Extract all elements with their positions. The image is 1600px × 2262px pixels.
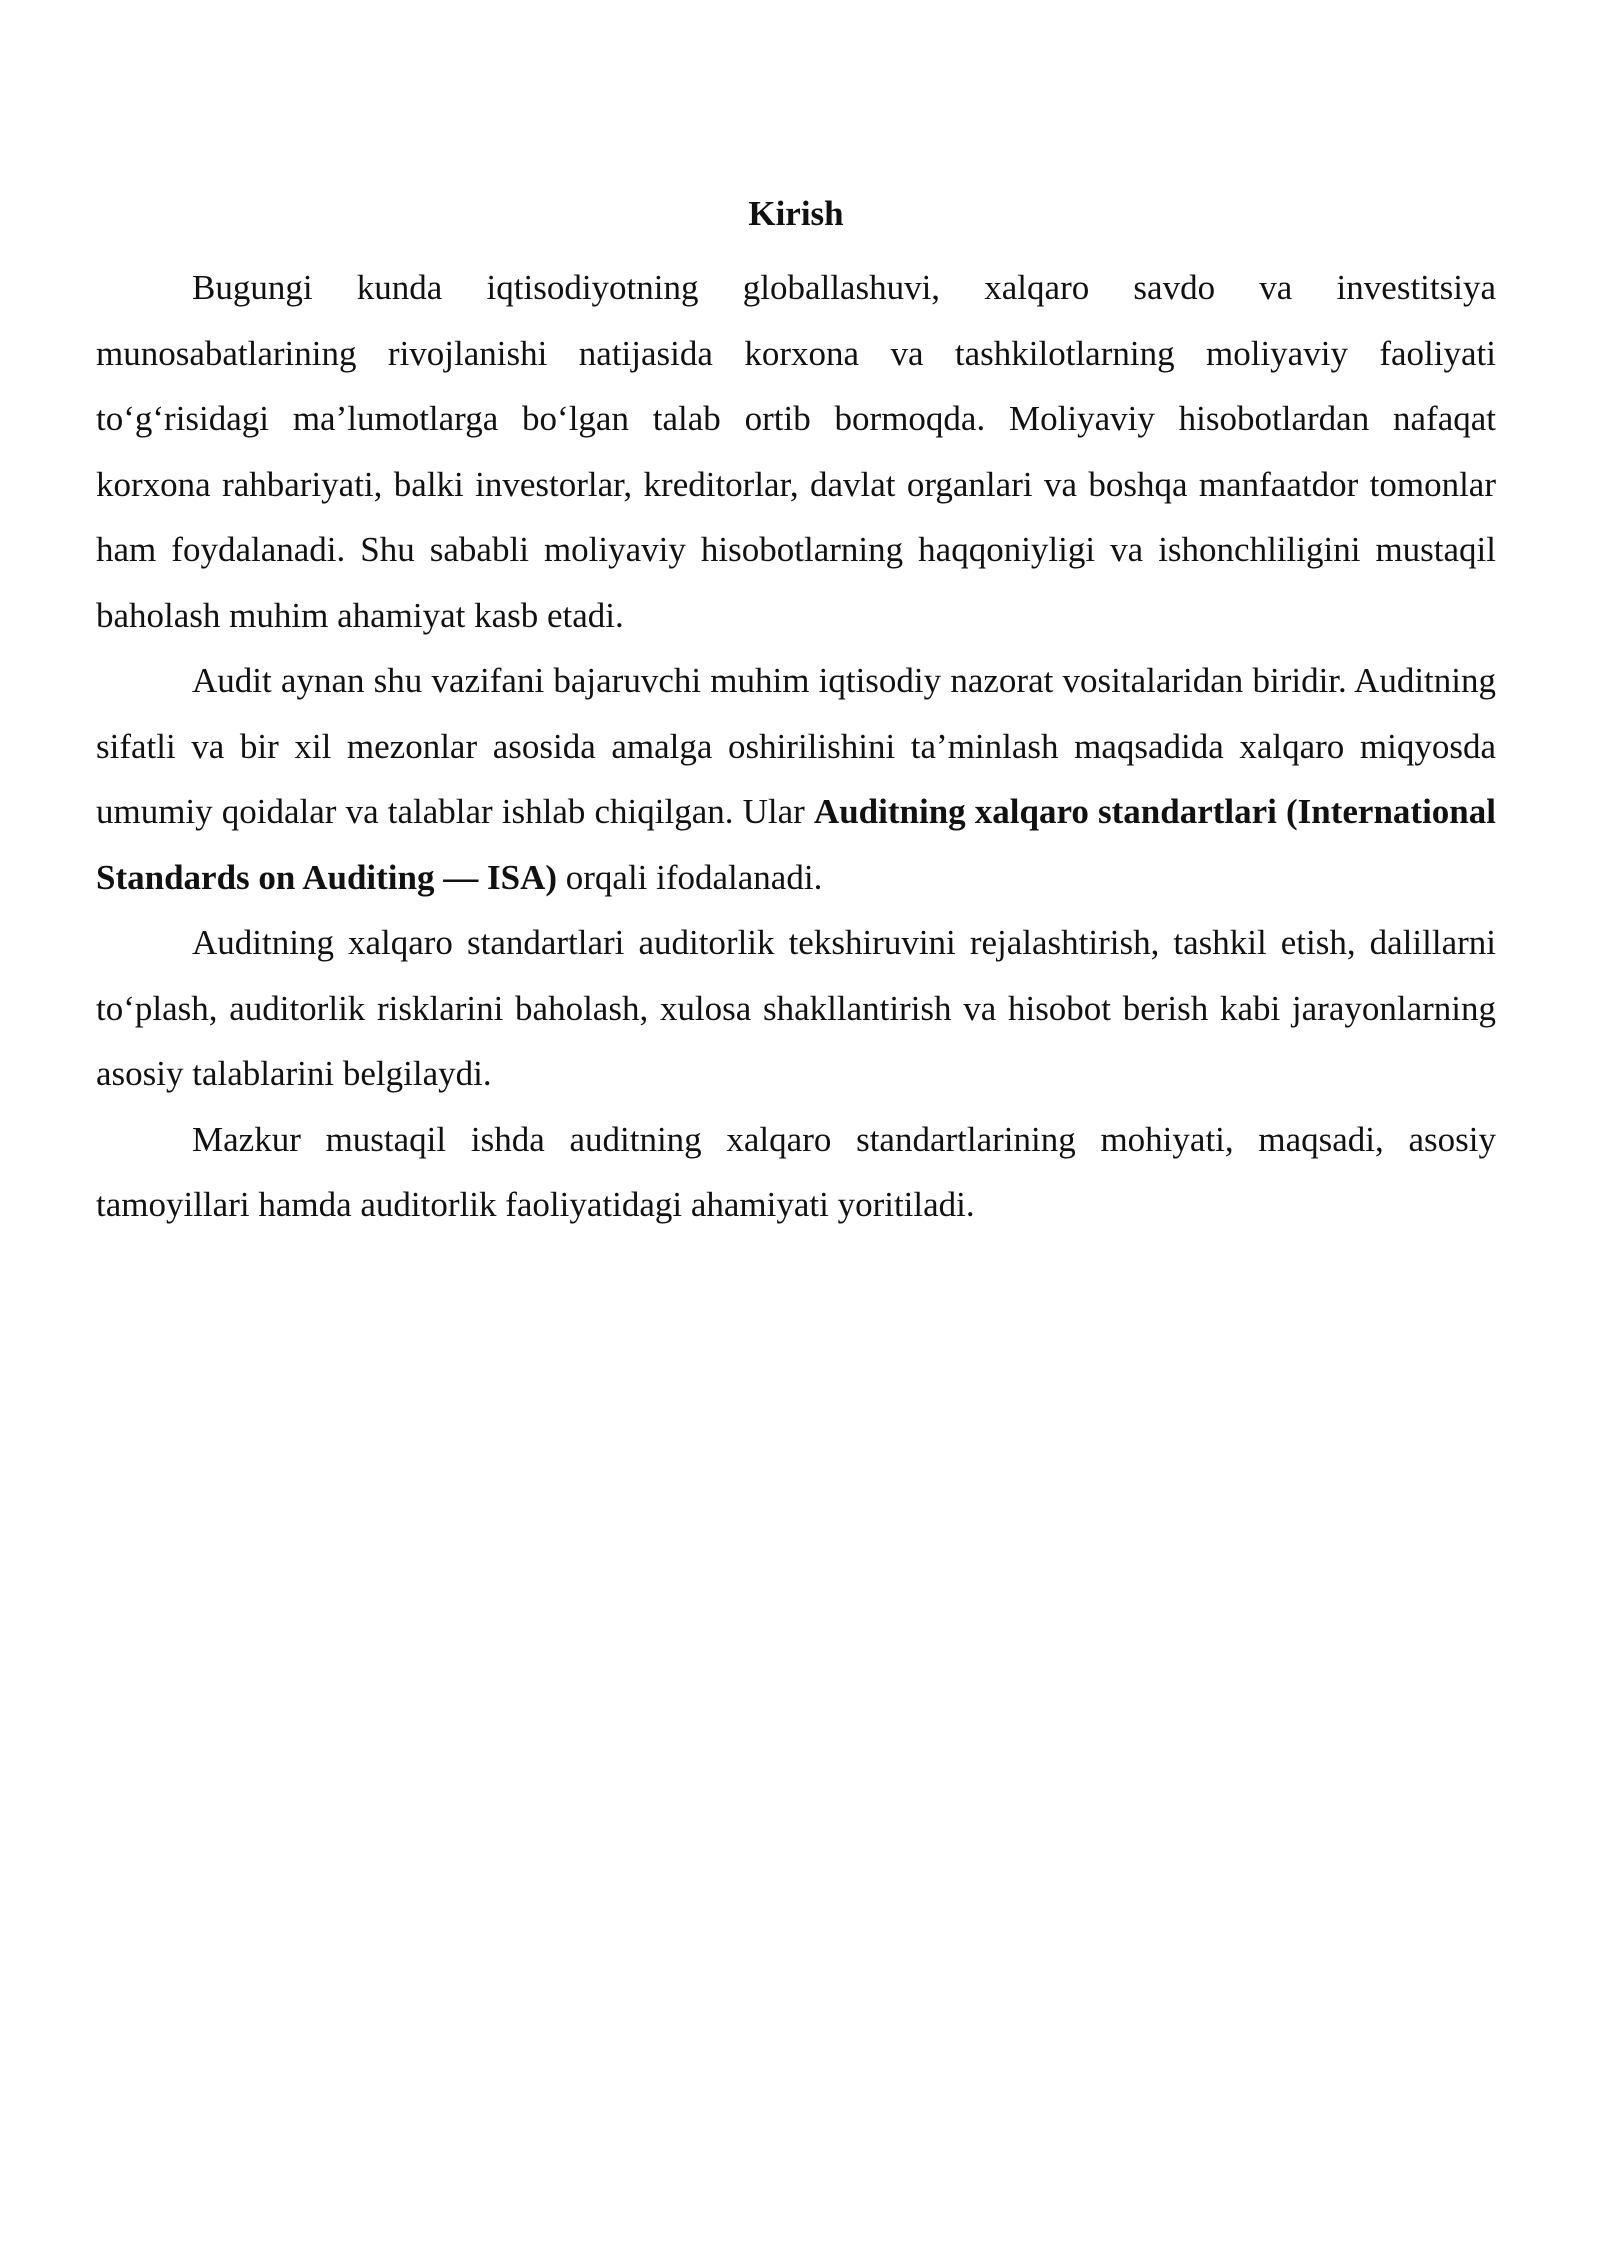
paragraph-2-text-before: Audit aynan shu vazifani bajaruvchi muhim iqtisodiy nazorat vositalaridan biridir. Auditning sifatli va bir xil mezonlar asosida amalga oshirilishini ta’minlash maqsadida xalqaro miqyosda umumiy qoidalar va talablar ishlab chiqilgan. Ular — [96, 661, 1496, 831]
paragraph-2 — [96, 648, 1496, 910]
paragraph-2-text-after: orqali ifodalanadi. — [557, 857, 823, 897]
paragraph-4-text: Mazkur mustaqil ishda auditning xalqaro standartlarining mohiyati, maqsadi, asosiy tamoyillari hamda auditorlik faoliyatidagi ahamiyati yoritiladi. — [96, 1119, 1496, 1224]
paragraph-3 — [96, 910, 1496, 1107]
paragraph-1-text: Bugungi kunda iqtisodiyotning globallashuvi, xalqaro savdo va investitsiya munosabatlarining rivojlanishi natijasida korxona va tashkilotlarning moliyaviy faoliyati to‘g‘risidagi ma’lumotlarga bo‘lgan talab ortib bormoqda. Moliyaviy hisobotlardan nafaqat korxona rahbariyati, balki investorlar, kreditorlar, davlat organlari va boshqa manfaatdor tomonlar ham foydalanadi. Shu sababli moliyaviy hisobotlarning haqqoniyligi va ishonchliligini mustaqil baholash muhim ahamiyat kasb etadi. — [96, 268, 1496, 635]
document-title: Kirish — [748, 194, 844, 233]
paragraph-3-text: Auditning xalqaro standartlari auditorlik tekshiruvini rejalashtirish, tashkil etish, dalillarni to‘plash, auditorlik risklarini baholash, xulosa shakllantirish va hisobot berish kabi jarayonlarning asosiy talablarini belgilaydi. — [96, 923, 1496, 1093]
paragraph-4 — [96, 1107, 1496, 1238]
paragraph-1 — [96, 255, 1496, 648]
paragraph-2-bold-term: Auditning xalqaro standartlari (International Standards on Auditing — ISA) — [96, 792, 1496, 897]
document-page — [96, 190, 1496, 1238]
